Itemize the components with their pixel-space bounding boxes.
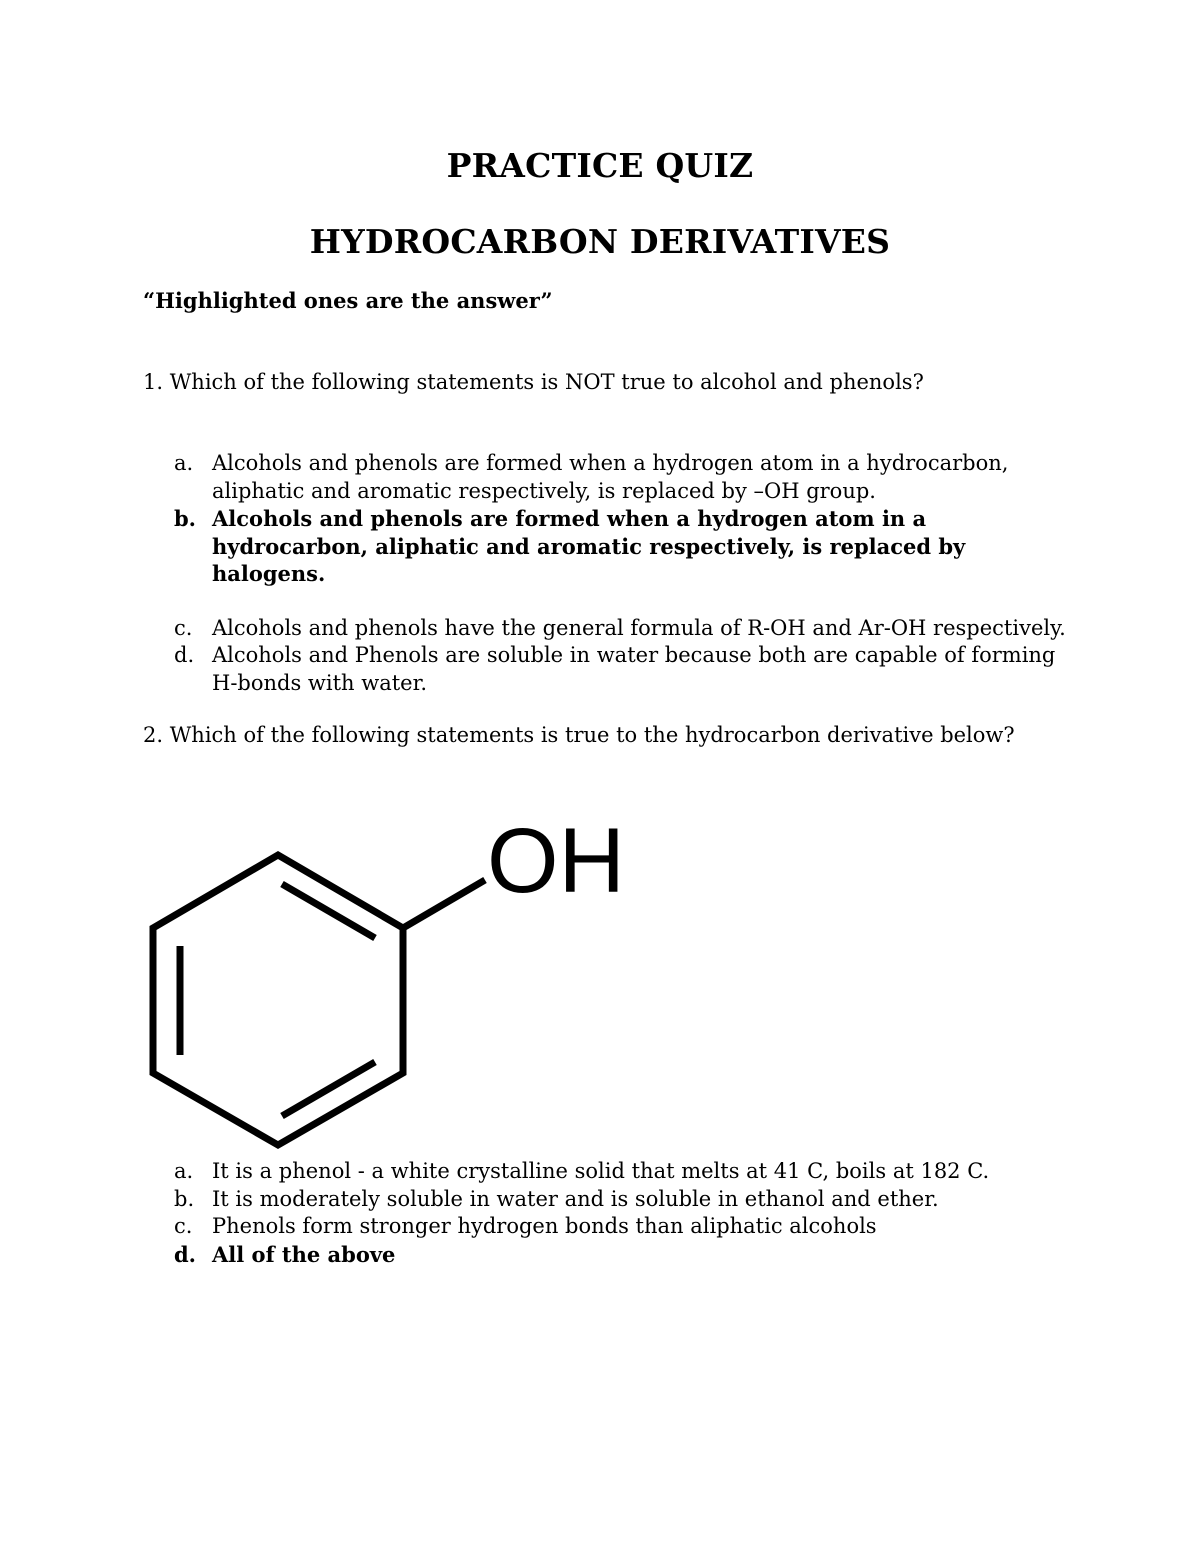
question-1-options [174, 450, 1074, 697]
benzene-ring [153, 855, 403, 1145]
question-2-options [174, 1158, 1074, 1268]
double-bond-upper [282, 884, 375, 938]
quiz-title: PRACTICE QUIZ [446, 146, 754, 185]
option-text: All of the above [212, 1241, 396, 1267]
oh-bond [403, 880, 485, 928]
option-text: Alcohols and Phenols are soluble in water because both are capable of forming H-bonds with water. [212, 643, 1056, 695]
option-text: Phenols form stronger hydrogen bonds than aliphatic alcohols [212, 1214, 877, 1238]
question-2-option-c [174, 1213, 1074, 1241]
option-text: Alcohols and phenols are formed when a hydrogen atom in a hydrocarbon, aliphatic and aromatic respectively, is replaced by –OH group. [212, 451, 1009, 503]
question-1-option-a [174, 450, 1074, 505]
question-2-option-d [174, 1241, 1074, 1269]
answer-note: “Highlighted ones are the answer” [143, 288, 553, 313]
option-label: d. [174, 1241, 196, 1267]
option-text: It is moderately soluble in water and is soluble in ethanol and ether. [212, 1186, 939, 1211]
option-label: b. [174, 506, 196, 531]
oh-label: OH [487, 810, 625, 912]
question-1-option-b [174, 505, 1074, 588]
option-label: a. [174, 451, 194, 475]
question-2-text: 2. Which of the following statements is true to the hydrocarbon derivative below? [143, 723, 1015, 747]
option-label: a. [174, 1159, 194, 1183]
phenol-structure-diagram [130, 800, 670, 1160]
quiz-subtitle: HYDROCARBON DERIVATIVES [309, 222, 891, 261]
option-text: It is a phenol - a white crystalline solid that melts at 41 C, boils at 182 C. [212, 1159, 990, 1183]
option-label: b. [174, 1186, 195, 1211]
question-1-text: 1. Which of the following statements is NOT true to alcohol and phenols? [143, 370, 924, 394]
question-2-option-a [174, 1158, 1074, 1186]
question-1-option-d [174, 642, 1074, 697]
option-label: c. [174, 1214, 193, 1238]
question-1-option-c [174, 615, 1074, 643]
option-label: c. [174, 615, 193, 640]
question-2-option-b [174, 1186, 1074, 1214]
double-bond-lower [282, 1062, 375, 1116]
option-text: Alcohols and phenols are formed when a hydrogen atom in a hydrocarbon, aliphatic and aromatic respectively, is replaced by halogens. [212, 506, 966, 586]
option-text: Alcohols and phenols have the general formula of R-OH and Ar-OH respectively. [212, 615, 1066, 640]
option-label: d. [174, 643, 195, 667]
